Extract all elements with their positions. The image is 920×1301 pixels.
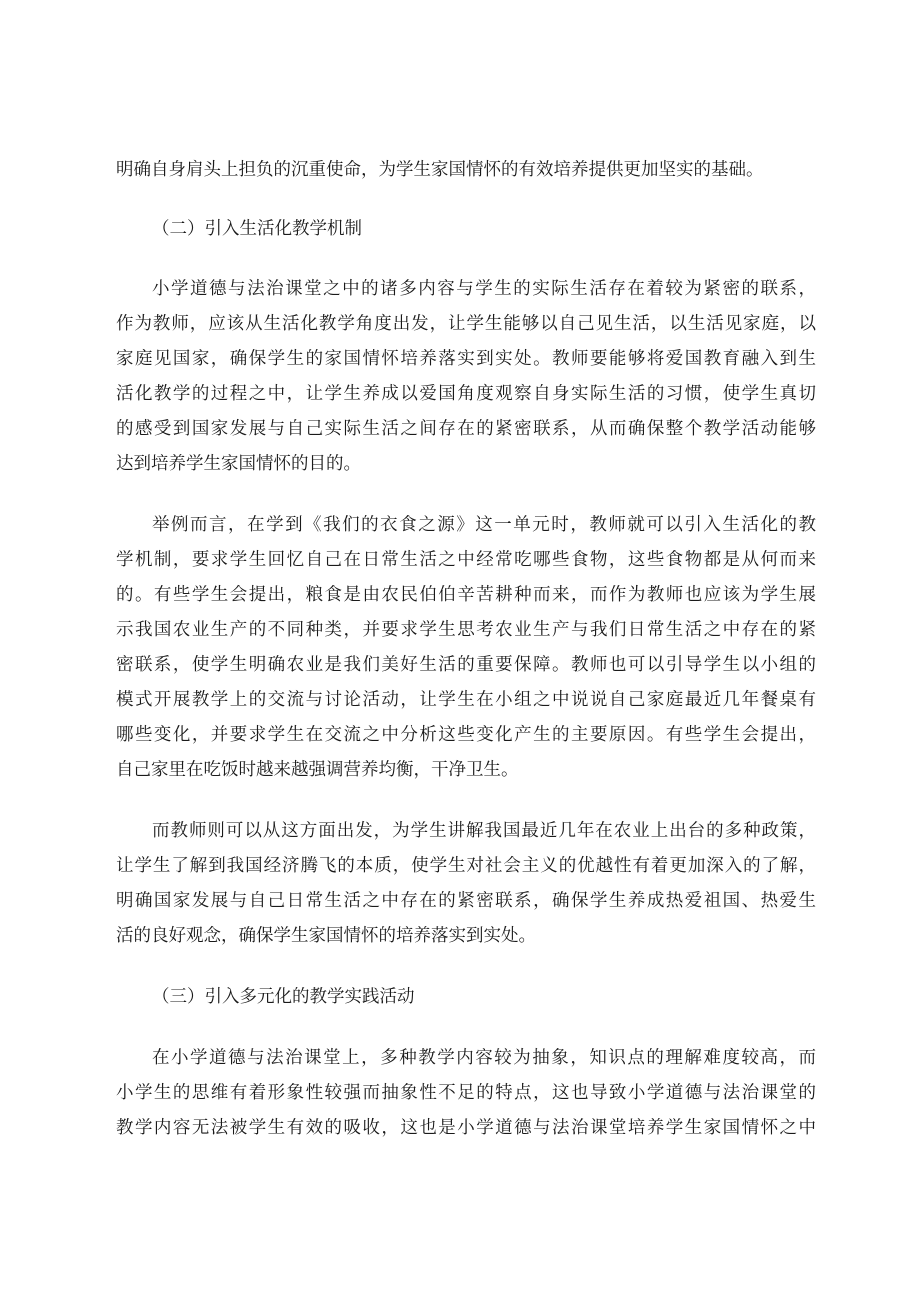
s2-p2-line: 学机制，要求学生回忆自己在日常生活之中经常吃哪些食物，这些食物都是从何而来 [116,550,816,570]
s2-p2-line: 模式开展教学上的交流与讨论活动，让学生在小组之中说说自己家庭最近几年餐桌有 [116,690,816,710]
s2-p2-line: 示我国农业生产的不同种类，并要求学生思考农业生产与我们日常生活之中存在的紧 [116,620,816,640]
s2-p2-line: 密联系，使学生明确农业是我们美好生活的重要保障。教师也可以引导学生以小组的 [116,655,816,675]
s2-p2-line: 的。有些学生会提出，粮食是由农民伯伯辛苦耕种而来，而作为教师也应该为学生展 [116,585,816,605]
section-3-heading: （三）引入多元化的教学实践活动 [152,987,415,1007]
s2-p3-line: 而教师则可以从这方面出发，为学生讲解我国最近几年在农业上出台的多种政策， [152,821,816,841]
s2-p2-line: 举例而言，在学到《我们的衣食之源》这一单元时，教师就可以引入生活化的教 [152,515,816,535]
s2-p2-line: 哪些变化，并要求学生在交流之中分析这些变化产生的主要原因。有些学生会提出， [116,725,816,745]
s2-p1-line: 作为教师，应该从生活化教学角度出发，让学生能够以自己见生活，以生活见家庭，以 [116,314,816,334]
s3-p1-line: 教学内容无法被学生有效的吸收，这也是小学道德与法治课堂培养学生家国情怀之中 [116,1118,816,1138]
intro-line: 明确自身肩头上担负的沉重使命，为学生家国情怀的有效培养提供更加坚实的基础。 [116,160,764,180]
s2-p3-line: 活的良好观念，确保学生家国情怀的培养落实到实处。 [116,926,536,946]
s2-p1-line: 小学道德与法治课堂之中的诸多内容与学生的实际生活存在着较为紧密的联系， [152,279,816,299]
s3-p1-line: 在小学道德与法治课堂上，多种教学内容较为抽象，知识点的理解难度较高，而 [152,1048,816,1068]
s2-p1-line: 达到培养学生家国情怀的目的。 [116,454,361,474]
s2-p2-line: 自己家里在吃饭时越来越强调营养均衡，干净卫生。 [116,760,519,780]
s2-p1-line: 的感受到国家发展与自己实际生活之间存在的紧密联系，从而确保整个教学活动能够 [116,419,816,439]
s2-p1-line: 活化教学的过程之中，让学生养成以爱国角度观察自身实际生活的习惯，使学生真切 [116,384,816,404]
section-2-heading: （二）引入生活化教学机制 [152,219,362,239]
s2-p1-line: 家庭见国家，确保学生的家国情怀培养落实到实处。教师要能够将爱国教育融入到生 [116,349,816,369]
s2-p3-line: 让学生了解到我国经济腾飞的本质，使学生对社会主义的优越性有着更加深入的了解， [116,856,816,876]
s3-p1-line: 小学生的思维有着形象性较强而抽象性不足的特点，这也导致小学道德与法治课堂的 [116,1083,816,1103]
s2-p3-line: 明确国家发展与自己日常生活之中存在的紧密联系，确保学生养成热爱祖国、热爱生 [116,891,816,911]
